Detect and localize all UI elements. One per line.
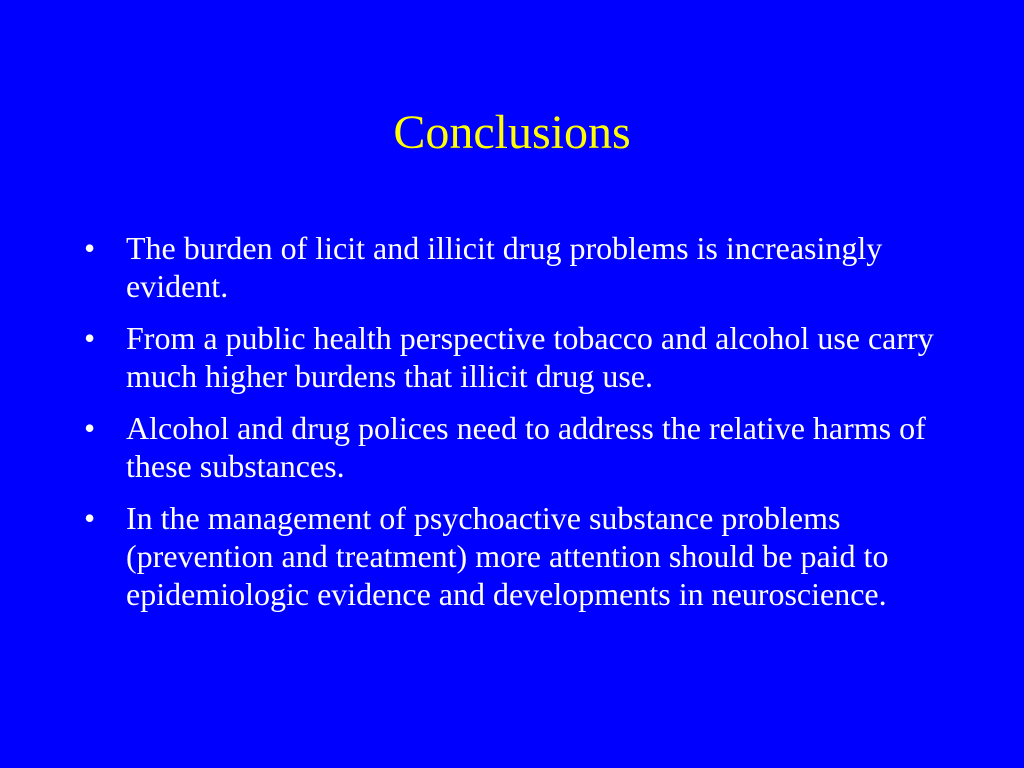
bullet-item — [84, 499, 954, 613]
bullet-item — [84, 319, 954, 395]
bullet-text: From a public health perspective tobacco and alcohol use carry much higher burdens that illicit drug use. — [126, 320, 934, 394]
slide-title: Conclusions — [393, 106, 631, 159]
bullet-text: In the management of psychoactive substance problems (prevention and treatment) more attention should be paid to epidemiologic evidence and developments in neuroscience. — [126, 500, 889, 612]
bullet-list — [84, 229, 954, 627]
bullet-icon: • — [84, 320, 96, 356]
bullet-text: The burden of licit and illicit drug problems is increasingly evident. — [126, 230, 883, 304]
bullet-icon: • — [84, 410, 96, 446]
bullet-icon: • — [84, 230, 96, 266]
bullet-item — [84, 409, 954, 485]
bullet-item — [84, 229, 954, 305]
bullet-icon: • — [84, 500, 96, 536]
bullet-text: Alcohol and drug polices need to address the relative harms of these substances. — [126, 410, 926, 484]
